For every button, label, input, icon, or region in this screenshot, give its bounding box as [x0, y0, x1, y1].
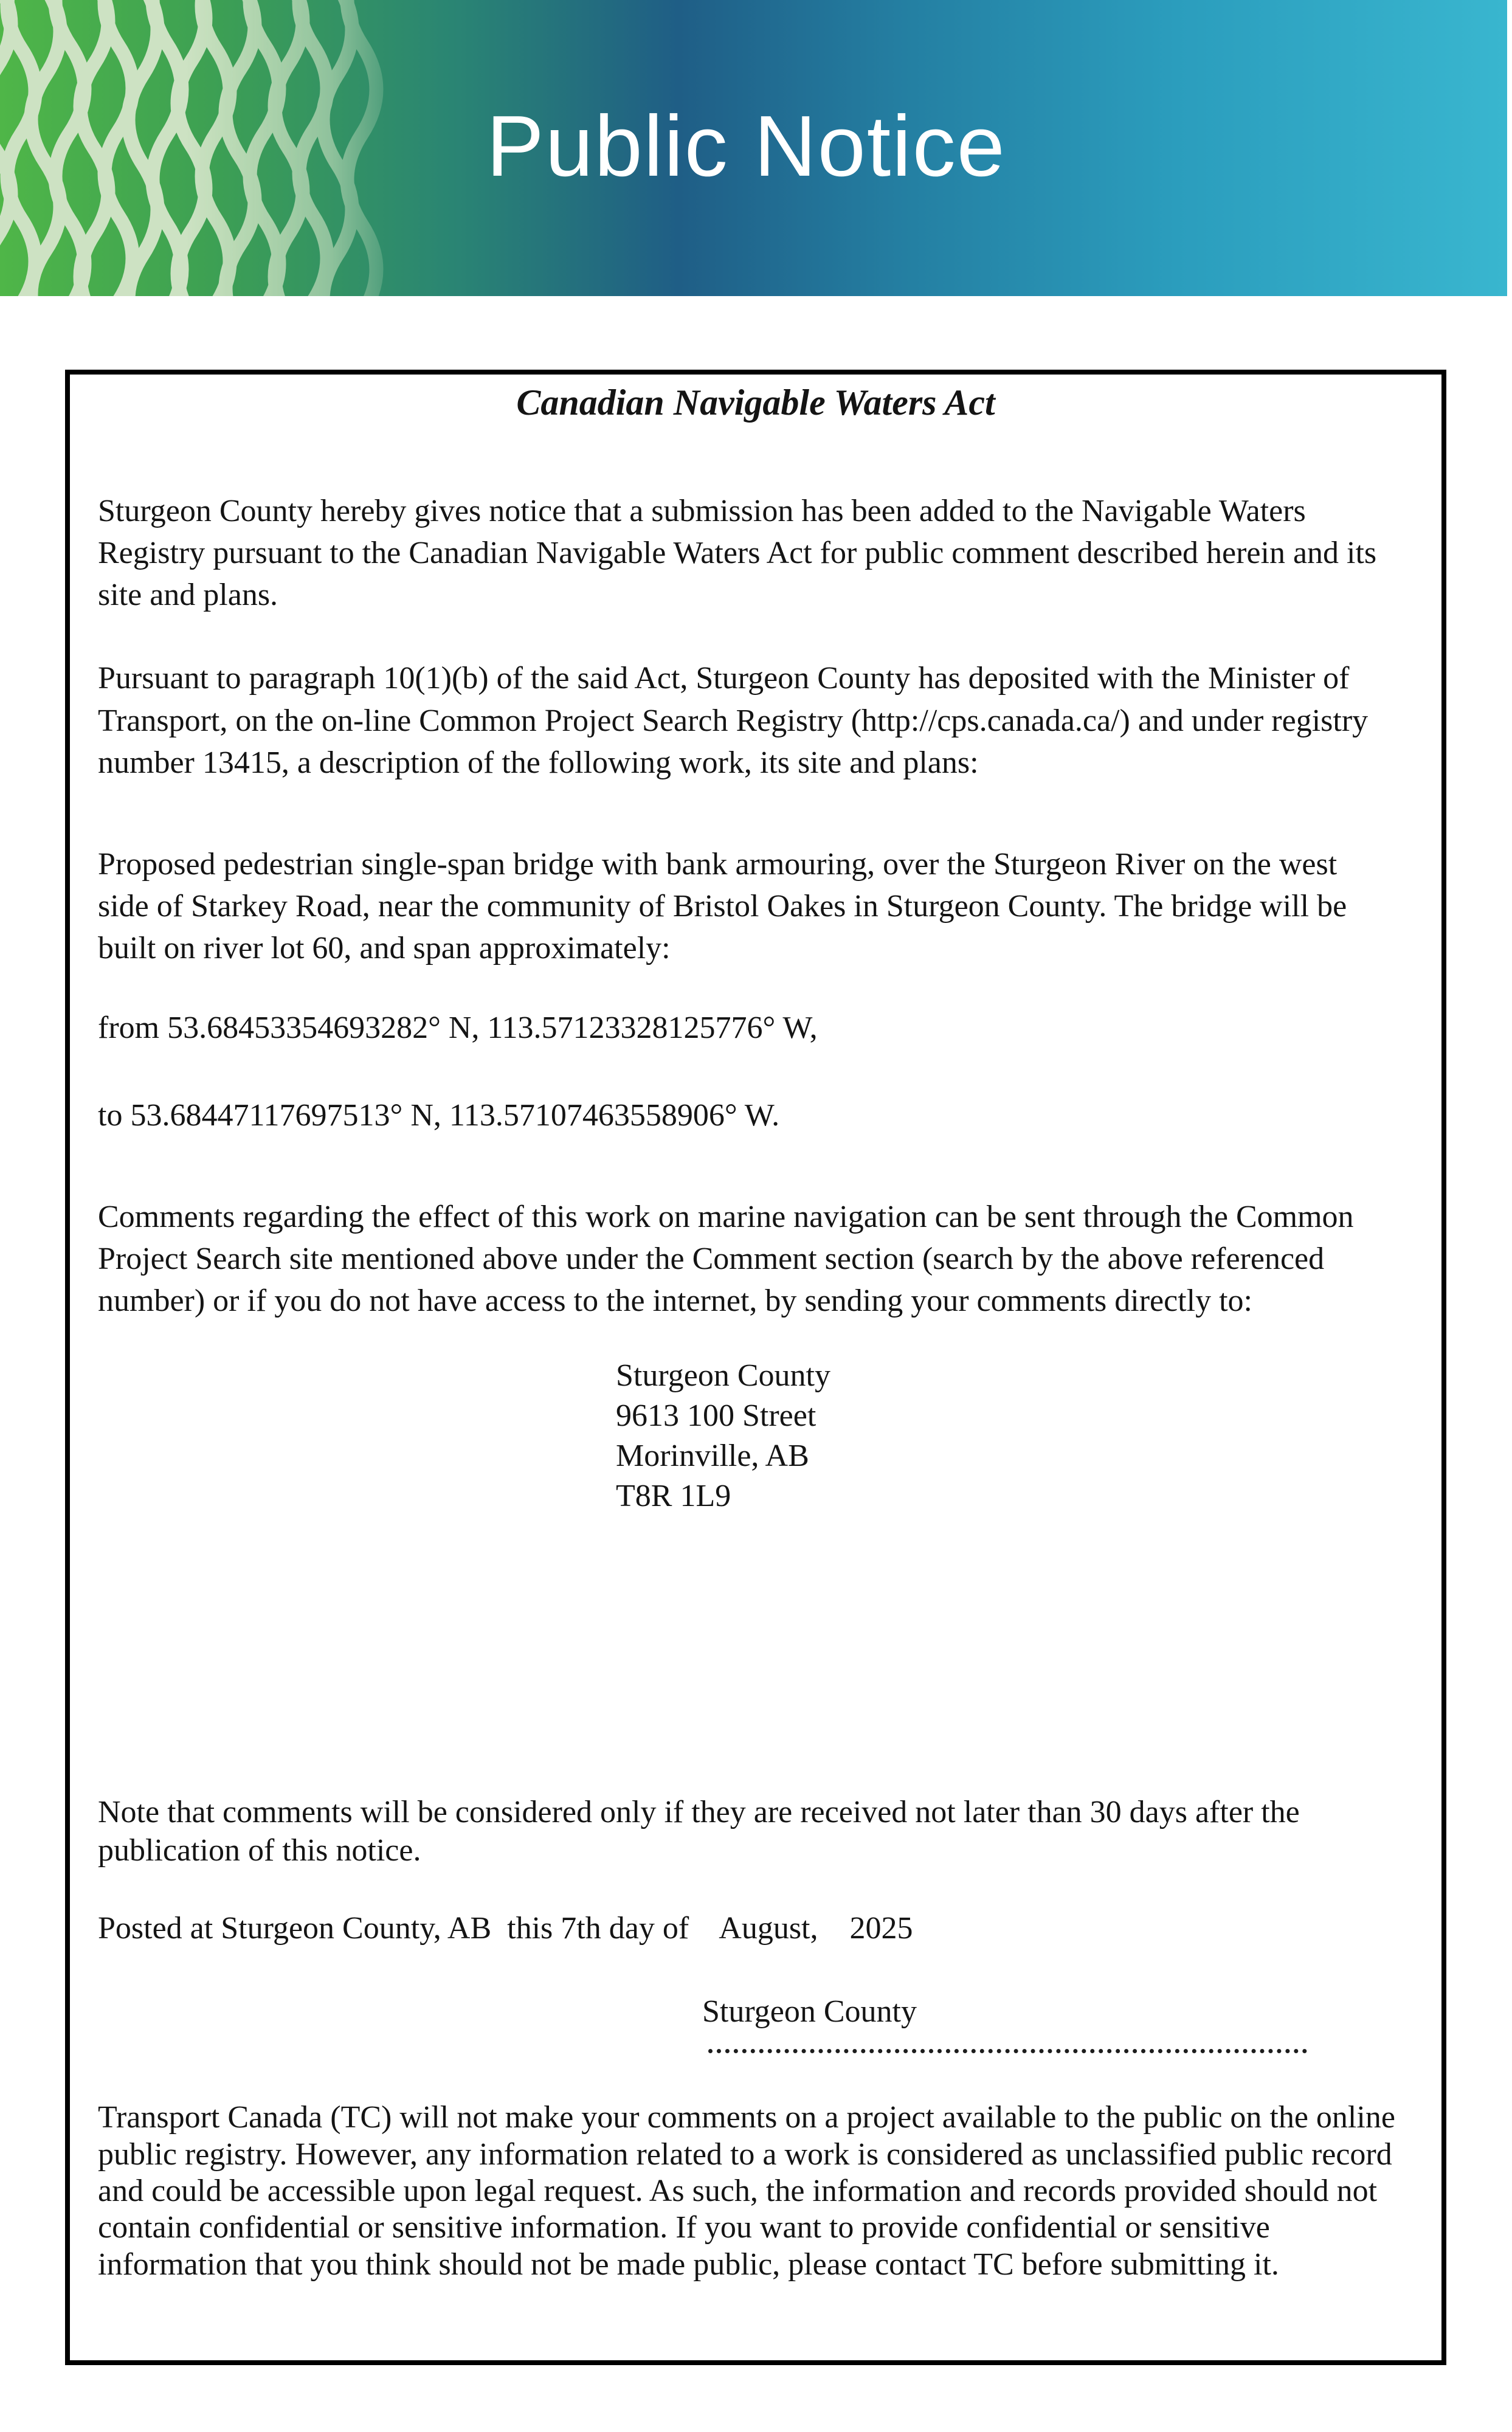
coordinate-from: from 53.68453354693282° N, 113.57123328125776° W, — [98, 1010, 818, 1046]
address-line-street: 9613 100 Street — [616, 1398, 816, 1434]
header-banner — [0, 0, 1507, 296]
signatory-name: Sturgeon County — [702, 1994, 917, 2030]
paragraph-pursuant: Pursuant to paragraph 10(1)(b) of the said Act, Sturgeon County has deposited with the Minister of Transport, on the on-line Common Project Search Registry (http://cps.canada.ca/) and under registry number 13415, a description of the following work, its site and plans: — [98, 661, 1369, 780]
address-line-city: Morinville, AB — [616, 1439, 809, 1474]
paragraph-work-description: Proposed pedestrian single-span bridge with bank armouring, over the Sturgeon River on the west side of Starkey Road, near the community of Bristol Oakes in Sturgeon County. The bridge will be built on river lot 60, and span approximately: — [98, 846, 1347, 966]
signature-block — [98, 1992, 1414, 2053]
address-line-postal-code: T8R 1L9 — [616, 1479, 731, 1514]
paragraph-note: Note that comments will be considered only if they are received not later than 30 days after the publication of this notice. — [98, 1795, 1300, 1868]
address-line-organization: Sturgeon County — [616, 1358, 830, 1394]
page-title: Public Notice — [486, 98, 1006, 195]
mailing-address — [616, 1356, 1414, 1516]
paragraph-comments: Comments regarding the effect of this work on marine navigation can be sent through the Common Project Search site mentioned above under the Comment section (search by the above referenced number) or if you do not have access to the internet, by sending your comments directly to: — [98, 1199, 1354, 1319]
coordinate-to: to 53.68447117697513° N, 113.57107463558906° W. — [98, 1097, 780, 1133]
paragraph-transport-canada: Transport Canada (TC) will not make your comments on a project available to the public on the online public registry. However, any information related to a work is considered as unclassified public record and could be accessible upon legal request. As such, the information and records provided should not contain confidential or sensitive information. If you want to provide confidential or sensitive information that you think should not be made public, please contact TC before submitting it. — [98, 2100, 1395, 2282]
paragraph-notice: Sturgeon County hereby gives notice that a submission has been added to the Navigable Waters Registry pursuant to the Canadian Navigable Waters Act for public comment described herein and its site and plans. — [98, 494, 1377, 613]
notice-document — [65, 370, 1446, 2365]
signature-line — [708, 2049, 1307, 2053]
posted-line: Posted at Sturgeon County, AB this 7th day of August, 2025 — [98, 1911, 913, 1946]
document-title: Canadian Navigable Waters Act — [516, 382, 995, 423]
wave-pattern-decoration — [0, 0, 413, 296]
